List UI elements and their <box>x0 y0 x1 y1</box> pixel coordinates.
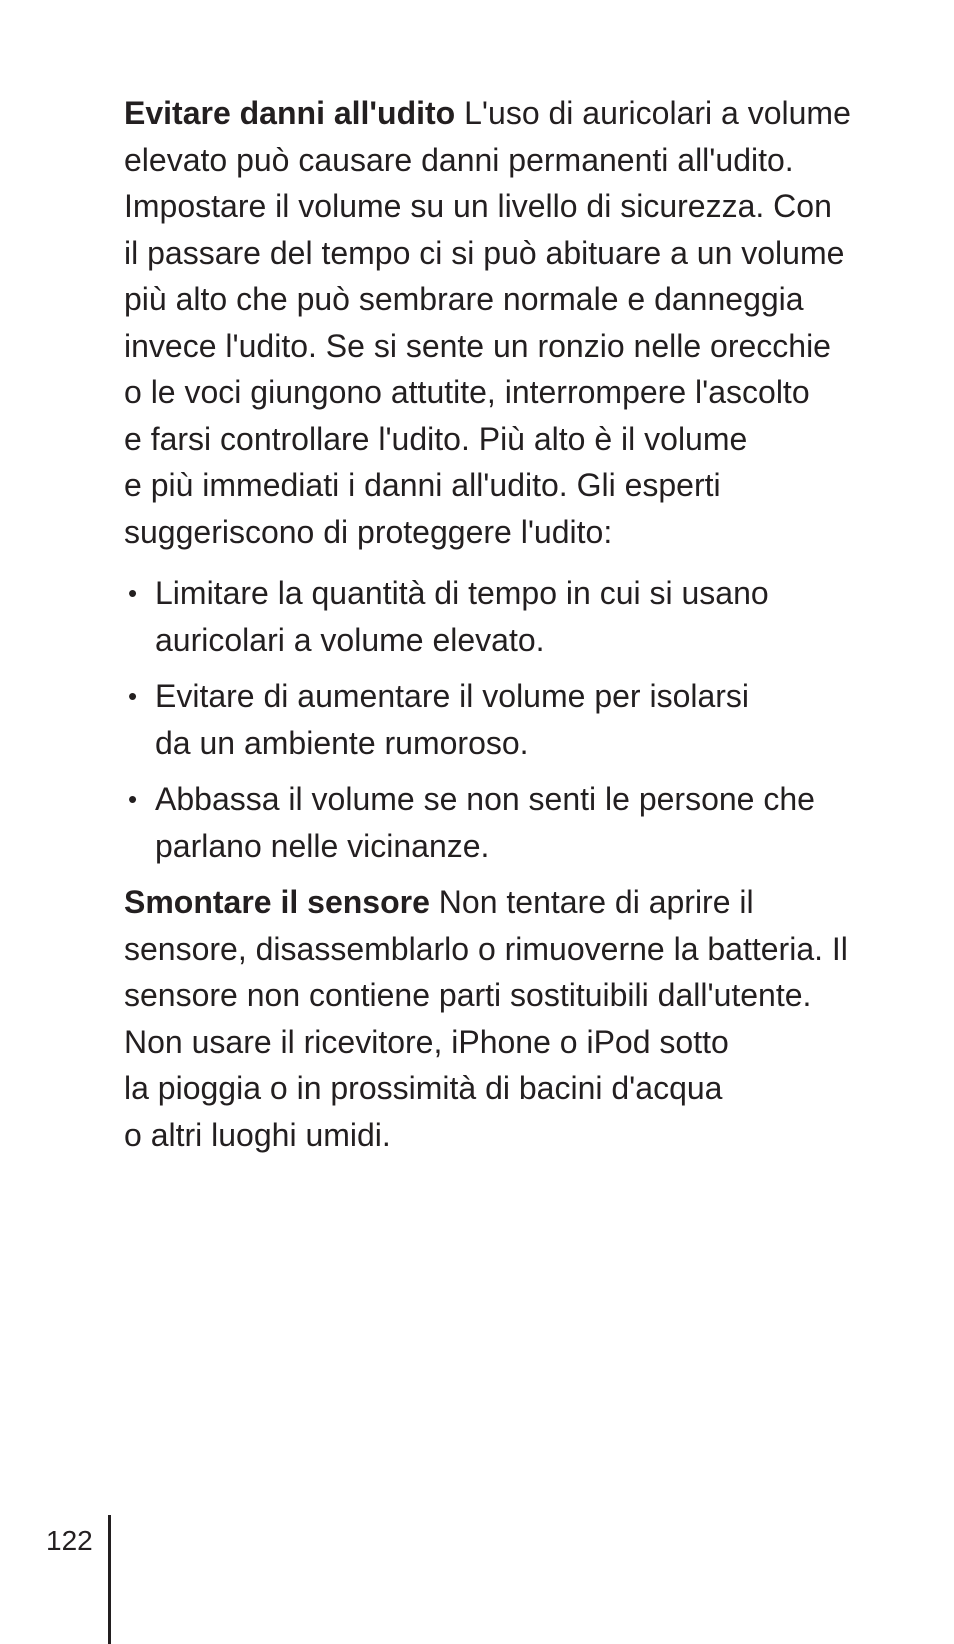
bullet-icon: • <box>128 784 138 814</box>
page-number-divider <box>108 1515 111 1644</box>
list-item <box>124 776 884 869</box>
hearing-tips-list <box>124 570 884 869</box>
bullet-icon: • <box>128 681 138 711</box>
hearing-heading: Evitare danni all'udito <box>124 95 456 131</box>
list-item-text: Abbassa il volume se non senti le persone che parlano nelle vicinanze. <box>155 781 815 864</box>
sensor-heading: Smontare il sensore <box>124 884 430 920</box>
page-number: 122 <box>46 1525 93 1556</box>
bullet-icon: • <box>128 578 138 608</box>
hearing-text: L'uso di auricolari a volume elevato può causare danni permanenti all'udito. Impostare il volume su un livello di sicurezza. Con il passare del tempo ci si può abituare a un volume più alto che può sembrare normale e danneggia invece l'udito. Se si sente un ronzio nelle orecchie o le voci giungono attutite, interrompere l'ascolto e farsi controllare l'udito. Più alto è il volume e più immediati i danni all'udito. Gli esperti suggeriscono di proteggere l'udito: <box>124 95 851 550</box>
page-content <box>124 90 884 1158</box>
list-item <box>124 570 884 663</box>
sensor-paragraph <box>124 879 884 1158</box>
list-item-text: Limitare la quantità di tempo in cui si usano auricolari a volume elevato. <box>155 575 769 658</box>
sensor-text: Non tentare di aprire il sensore, disassemblarlo o rimuoverne la batteria. Il sensore non contiene parti sostituibili dall'utente. Non usare il ricevitore, iPhone o iPod sotto la pioggia o in prossimità di bacini d'acqua o altri luoghi umidi. <box>124 884 848 1153</box>
list-item <box>124 673 884 766</box>
hearing-paragraph <box>124 90 884 555</box>
list-item-text: Evitare di aumentare il volume per isolarsi da un ambiente rumoroso. <box>155 678 750 761</box>
